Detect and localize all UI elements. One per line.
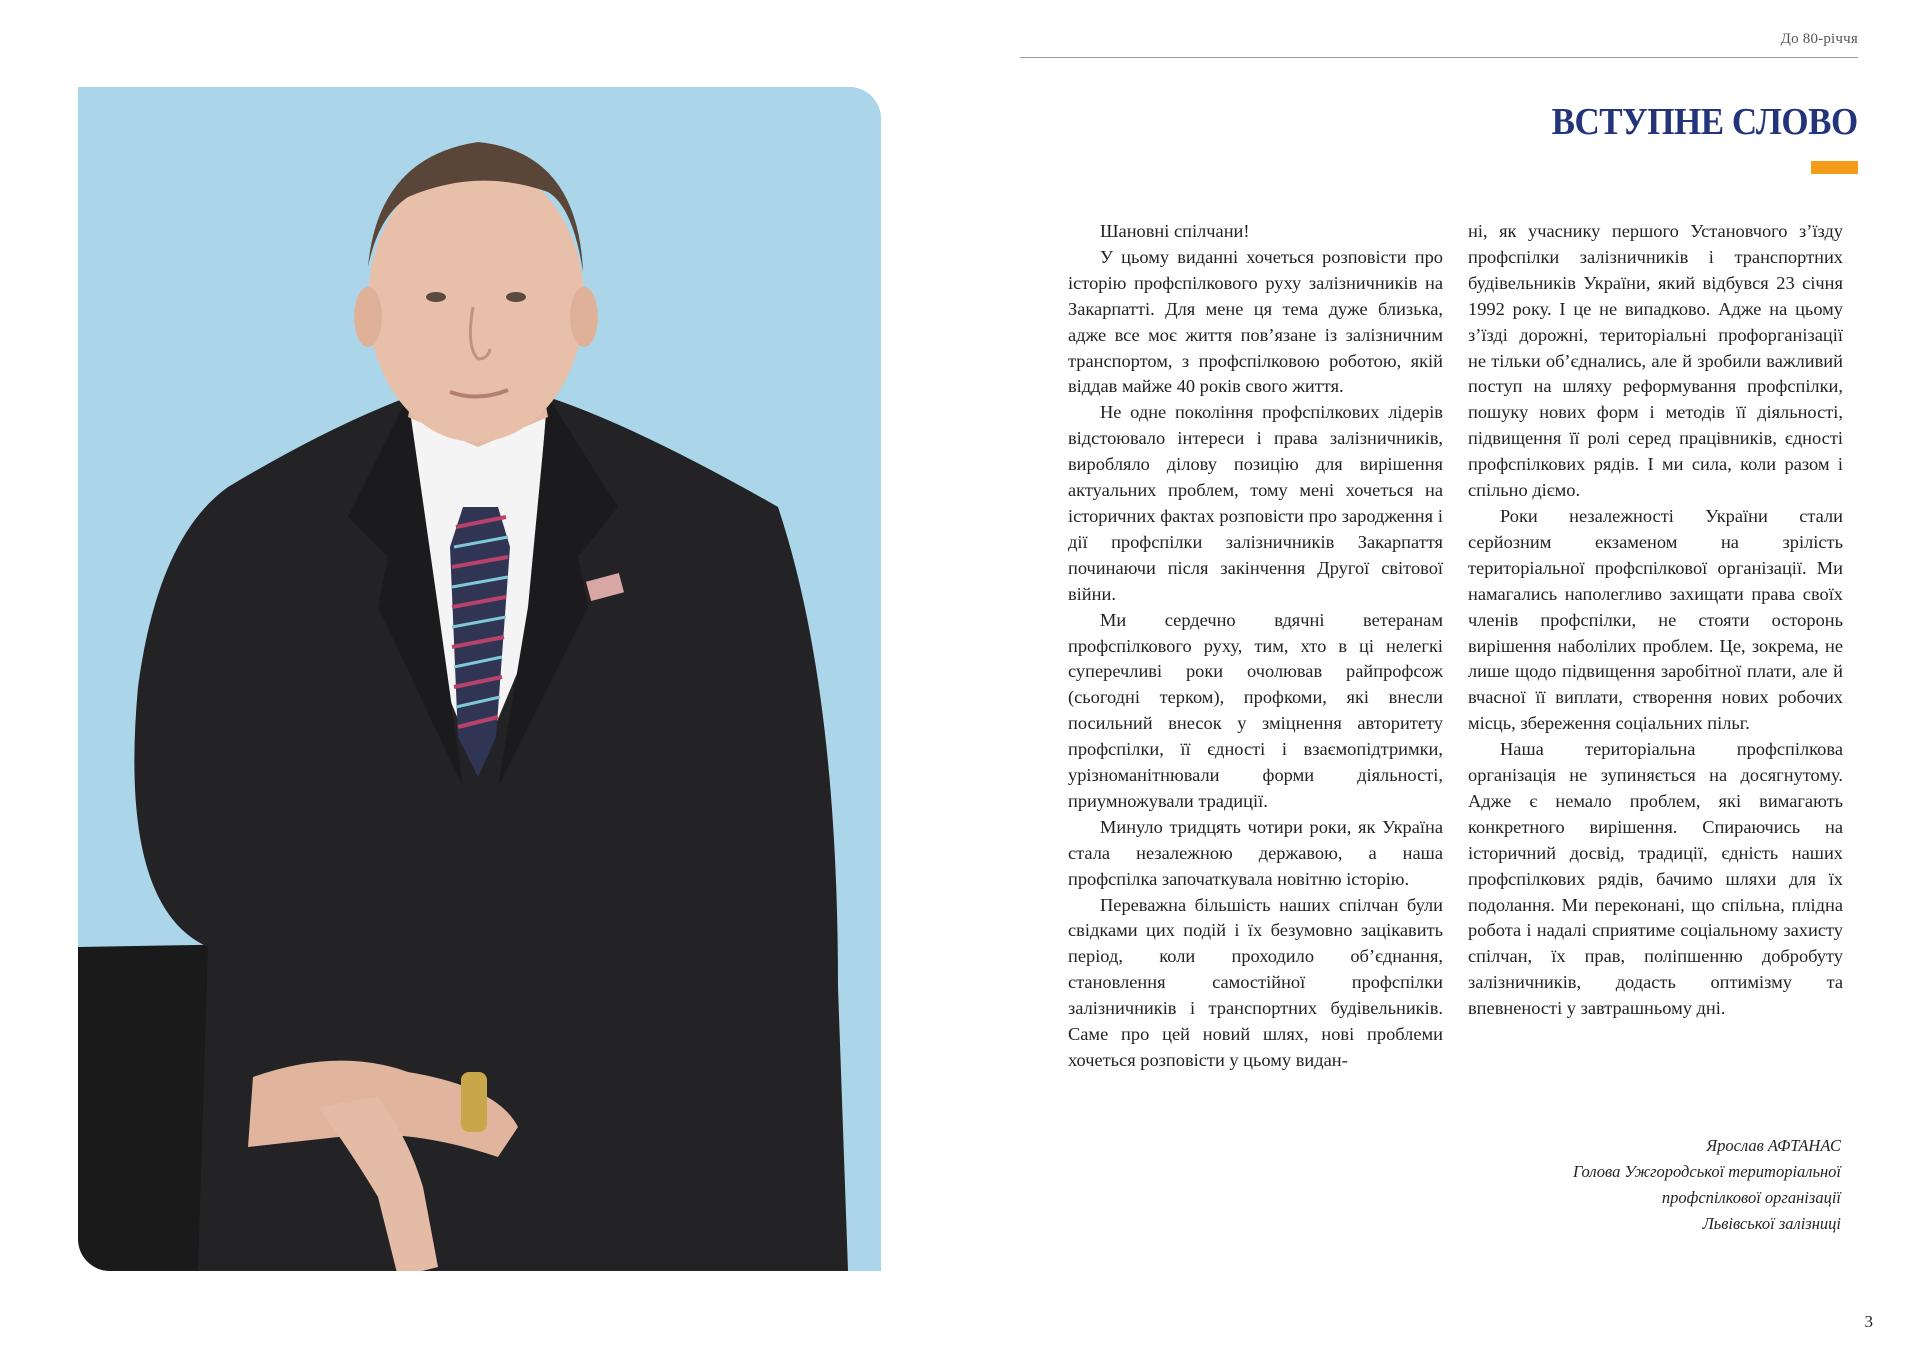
header-rule <box>1020 57 1858 58</box>
signature-position-line: профспілкової організації <box>1661 1188 1841 1207</box>
paragraph: Переважна більшість наших спілчан були свідками цих подій і їх безумовно зацікавить період, коли проходило об’єднання, становлення самостійної профспілки залізничників і транспортних будівельників. Саме про цей новий шлях, нові проблеми хочеться розповісти у цьому видан- <box>1068 894 1443 1070</box>
page-title: ВСТУПНЕ СЛОВО <box>1551 101 1858 143</box>
portrait-photo <box>78 87 881 1271</box>
paragraph: Не одне покоління профспілкових лідерів відстоювало інтереси і права залізничників, виробляло ділову позицію для вирішення актуальних проблем, тому мені хочеться на історичних фактах розповісти про зародження і дії профспілки залізничників Закарпаття починаючи після закінчення Другої світової війни. <box>1068 402 1443 604</box>
paragraph: У цьому виданні хочеться розповісти про історію профспілкового руху залізничників на Закарпатті. Для мене ця тема дуже близька, адже все моє життя пов’язане із залізничним транспортом, з профспілковою роботою, якій віддав майже 40 років свого життя. <box>1068 246 1443 397</box>
signature-block <box>1573 1133 1841 1237</box>
portrait-illustration <box>78 87 881 1271</box>
text-column-right <box>1468 219 1843 1022</box>
title-accent-bar <box>1811 161 1858 174</box>
signature-position-line: Львівської залізниці <box>1702 1214 1841 1233</box>
greeting: Шановні спілчани! <box>1100 221 1250 241</box>
paragraph-continuation: ні, як учаснику першого Установчого з’їзду профспілки залізничників і транспортних будівельників України, який відбувся 23 січня 1992 року. І це не випадково. Адже на цьому з’їзді дорожні, територіальні профорганізації не тільки об’єднались, але й зробили важливий поступ на шляху реформування профспілки, пошуку нових форм і методів її діяльності, підвищення її ролі серед працівників, єдності профспілкових рядів. І ми сила, коли разом і спільно діємо. <box>1468 221 1843 501</box>
paragraph: Ми сердечно вдячні ветеранам профспілкового руху, тим, хто в ці нелегкі суперечливі роки очолював райпрофсож (сьогодні терком), профкоми, які внесли посильний внесок у зміцнення авторитету профспілки, її єдності і взаємопідтримки, урізноманітнювали форми діяльності, приумножували традиції. <box>1068 609 1443 811</box>
signature-name: Ярослав АФТАНАС <box>1706 1136 1841 1155</box>
running-head: До 80-річчя <box>1780 31 1858 47</box>
paragraph: Наша територіальна профспілкова організація не зупиняється на досягнутому. Адже є немало проблем, які вимагають конкретного вирішення. Спираючись на історичний досвід, традиції, єдність наших профспілкових рядів, бачимо шляхи для їх подолання. Ми переконані, що спільна, плідна робота і надалі сприятиме соціальному захисту спілчан, їх прав, поліпшенню добробуту залізничників, додасть оптимізму та впевненості у завтрашньому дні. <box>1468 739 1843 1019</box>
page-number: 3 <box>1864 1312 1873 1331</box>
text-column-left <box>1068 219 1443 1074</box>
paragraph: Роки незалежності України стали серйозним екзаменом на зрілість територіальної профспілкової організації. Ми намагались наполегливо захищати права своїх членів профспілки, не стояти осторонь вирішення наболілих проблем. Це, зокрема, не лише щодо підвищення заробітної плати, але й вчасної її виплати, створення нових робочих місць, збереження соціальних пільг. <box>1468 505 1843 734</box>
signature-position-line: Голова Ужгородської територіальної <box>1573 1162 1841 1181</box>
paragraph: Минуло тридцять чотири роки, як Україна стала незалежною державою, а наша профспілка започаткувала новітню історію. <box>1068 816 1443 889</box>
